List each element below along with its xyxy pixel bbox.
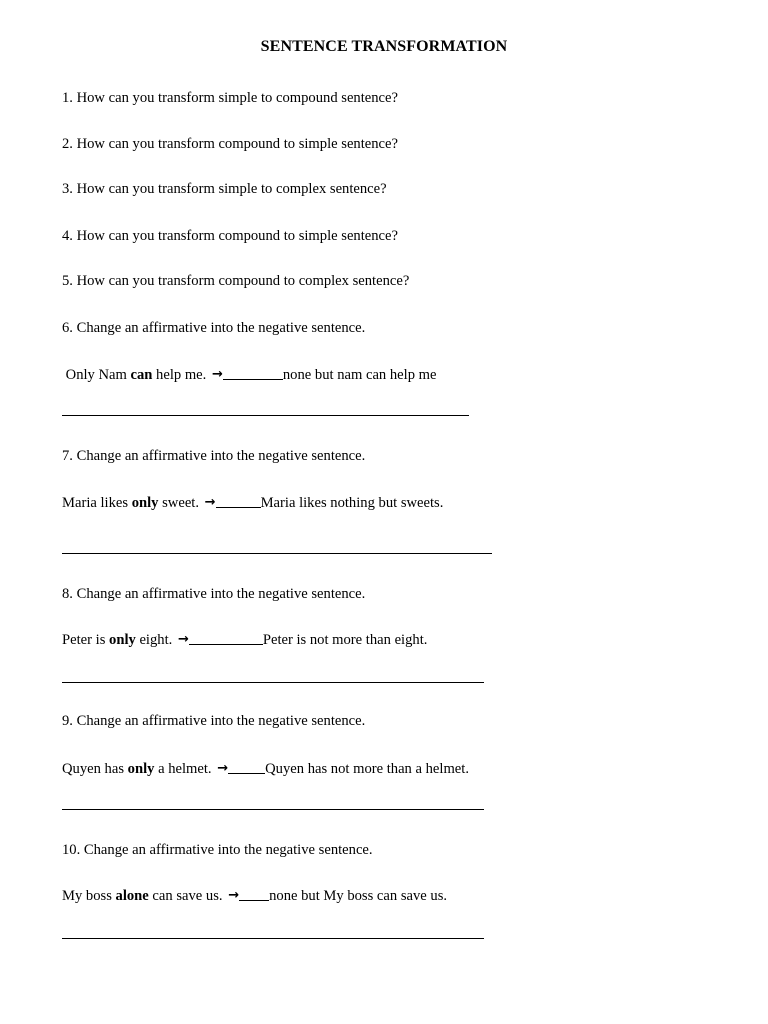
answer-text: none but My boss can save us. (269, 888, 448, 904)
question-3: 3. How can you transform simple to complex sentence? (62, 181, 387, 197)
exercise-6-answer-line[interactable] (62, 415, 469, 416)
sentence-text: sweet. (158, 495, 203, 511)
answer-blank[interactable] (239, 887, 269, 901)
keyword: can (130, 367, 153, 383)
answer-text: none but nam can help me (282, 367, 437, 383)
exercise-7-prompt: 7. Change an affirmative into the negative sentence. (62, 448, 366, 464)
answer-text: Quyen has not more than a helmet. (265, 761, 469, 777)
sentence-text: a helmet. (154, 761, 216, 777)
question-2: 2. How can you transform compound to simple sentence? (62, 136, 398, 152)
exercise-7-sentence (62, 493, 443, 513)
exercise-9-answer-line[interactable] (62, 809, 484, 810)
arrow-icon: → (204, 495, 216, 510)
page-title: SENTENCE TRANSFORMATION (260, 38, 508, 55)
exercise-8-sentence (62, 630, 427, 650)
arrow-icon: → (228, 888, 240, 903)
arrow-icon: → (217, 761, 229, 776)
sentence-text: eight. (135, 632, 176, 648)
exercise-10-answer-line[interactable] (62, 938, 484, 939)
answer-blank[interactable] (189, 631, 263, 645)
exercise-7-answer-line[interactable] (62, 553, 492, 554)
answer-text: Maria likes nothing but sweets. (260, 495, 444, 511)
question-4: 4. How can you transform compound to simple sentence? (62, 228, 398, 244)
arrow-icon: → (177, 632, 189, 647)
exercise-9-sentence (62, 759, 469, 779)
keyword: only (109, 632, 136, 648)
sentence-text: can save us. (148, 888, 227, 904)
sentence-text: Quyen has (62, 761, 128, 777)
exercise-10-prompt: 10. Change an affirmative into the negative sentence. (62, 842, 373, 858)
exercise-9-prompt: 9. Change an affirmative into the negative sentence. (62, 713, 366, 729)
keyword: alone (115, 888, 149, 904)
keyword: only (131, 495, 159, 511)
sentence-text: My boss (62, 888, 116, 904)
sentence-text: help me. (152, 367, 210, 383)
exercise-6-prompt: 6. Change an affirmative into the negative sentence. (62, 320, 366, 336)
arrow-icon: → (211, 367, 223, 382)
answer-blank[interactable] (216, 494, 261, 508)
exercise-8-prompt: 8. Change an affirmative into the negative sentence. (62, 586, 366, 602)
exercise-10-sentence (62, 886, 447, 906)
answer-blank[interactable] (223, 366, 283, 380)
question-1: 1. How can you transform simple to compound sentence? (62, 90, 398, 106)
sentence-text: Only Nam (62, 367, 131, 383)
keyword: only (127, 761, 155, 777)
answer-text: Peter is not more than eight. (262, 632, 428, 648)
question-5: 5. How can you transform compound to complex sentence? (62, 273, 410, 289)
answer-blank[interactable] (228, 760, 265, 774)
sentence-text: Maria likes (62, 495, 132, 511)
exercise-8-answer-line[interactable] (62, 682, 484, 683)
sentence-text: Peter is (62, 632, 110, 648)
exercise-6-sentence (62, 365, 436, 385)
